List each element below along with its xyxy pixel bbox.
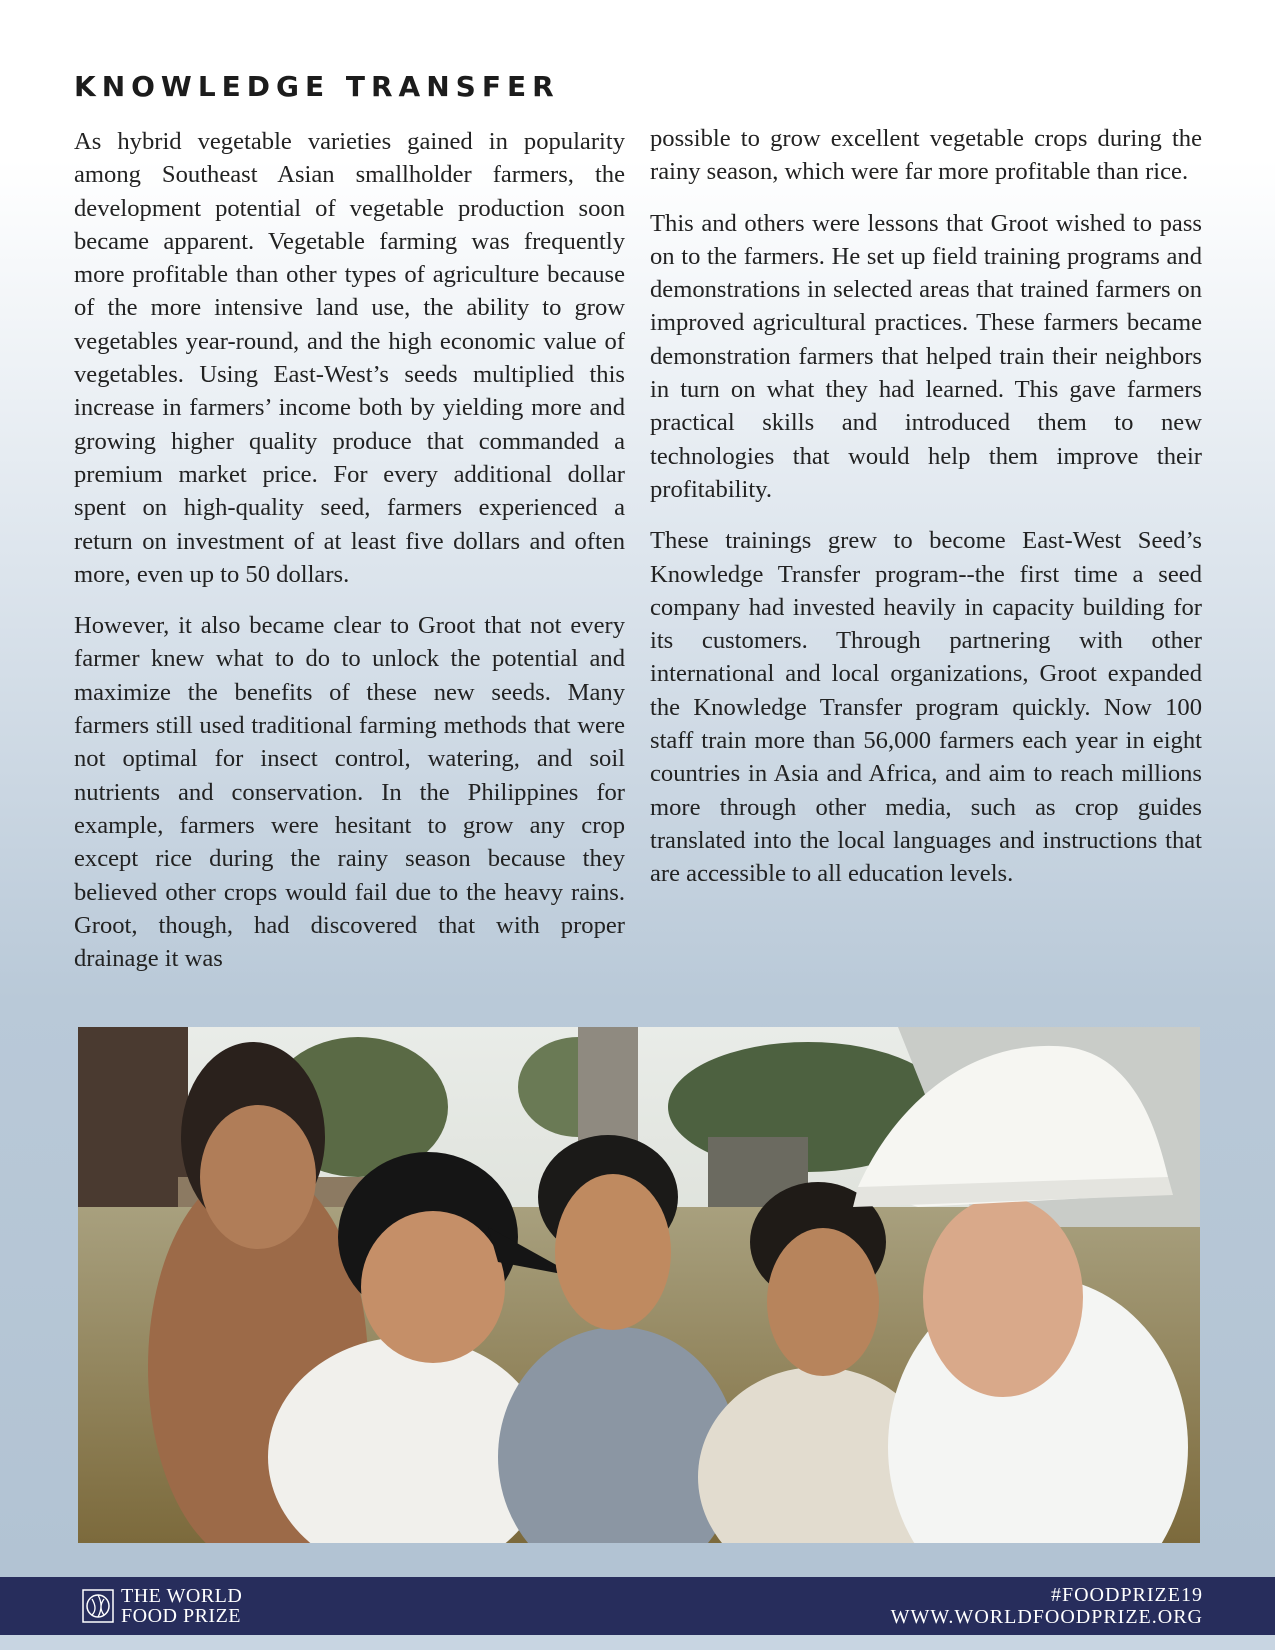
photo-illustration xyxy=(78,1027,1200,1543)
footer-bar xyxy=(0,1577,1275,1635)
paragraph: As hybrid vegetable varieties gained in popularity among Southeast Asian smallholder farmers, the development potential of vegetable production soon became apparent. Vegetable farming was frequently more profitable than other types of agriculture because of the more intensive land use, the ability to grow vegetables year-round, and the high economic value of vegetables. Using East-West’s seeds multiplied this increase in farmers’ income both by yielding more and growing higher quality produce that commanded a premium market price. For every additional dollar spent on high-quality seed, farmers experienced a return on investment of at least five dollars and often more, even up to 50 dollars. xyxy=(74,128,625,588)
left-text-column xyxy=(74,125,625,993)
right-text-column xyxy=(650,122,1202,909)
paragraph: possible to grow excellent vegetable crops during the rainy season, which were far more profitable than rice. xyxy=(650,125,1202,186)
footer-strip xyxy=(0,1635,1275,1650)
website-link[interactable]: WWW.WORLDFOODPRIZE.ORG xyxy=(890,1606,1203,1628)
paragraph: These trainings grew to become East-West Seed’s Knowledge Transfer program--the first time a seed company had invested heavily in capacity building for its customers. Through partnering with other international and local organizations, Groot expanded the Knowledge Transfer program quickly. Now 100 staff train more than 56,000 farmers each year in eight countries in Asia and Africa, and aim to reach millions more through other media, such as crop guides translated into the local languages and instructions that are accessible to all education levels. xyxy=(650,527,1202,888)
hashtag: #FOODPRIZE19 xyxy=(1050,1584,1203,1606)
group-photo xyxy=(78,1027,1200,1543)
world-food-prize-logo[interactable] xyxy=(82,1583,242,1629)
section-title: KNOWLEDGE TRANSFER xyxy=(74,70,560,103)
logo-line-1: THE WORLD xyxy=(121,1585,243,1607)
paragraph: However, it also became clear to Groot that not every farmer knew what to do to unlock the potential and maximize the benefits of these new seeds. Many farmers still used traditional farming methods that were not optimal for insect control, watering, and soil nutrients and conservation. In the Philippines for example, farmers were hesitant to grow any crop except rice during the rainy season because they believed other crops would fail due to the heavy rains. Groot, though, had discovered that with proper drainage it was xyxy=(74,612,625,973)
logo-line-2: FOOD PRIZE xyxy=(121,1605,242,1627)
globe-icon xyxy=(82,1589,114,1623)
paragraph: This and others were lessons that Groot wished to pass on to the farmers. He set up field training programs and demonstrations in selected areas that trained farmers on improved agricultural practices. These farmers became demonstration farmers that helped train their neighbors in turn on what they had learned. This gave farmers practical skills and introduced them to new technologies that would help them improve their profitability. xyxy=(650,209,1202,503)
